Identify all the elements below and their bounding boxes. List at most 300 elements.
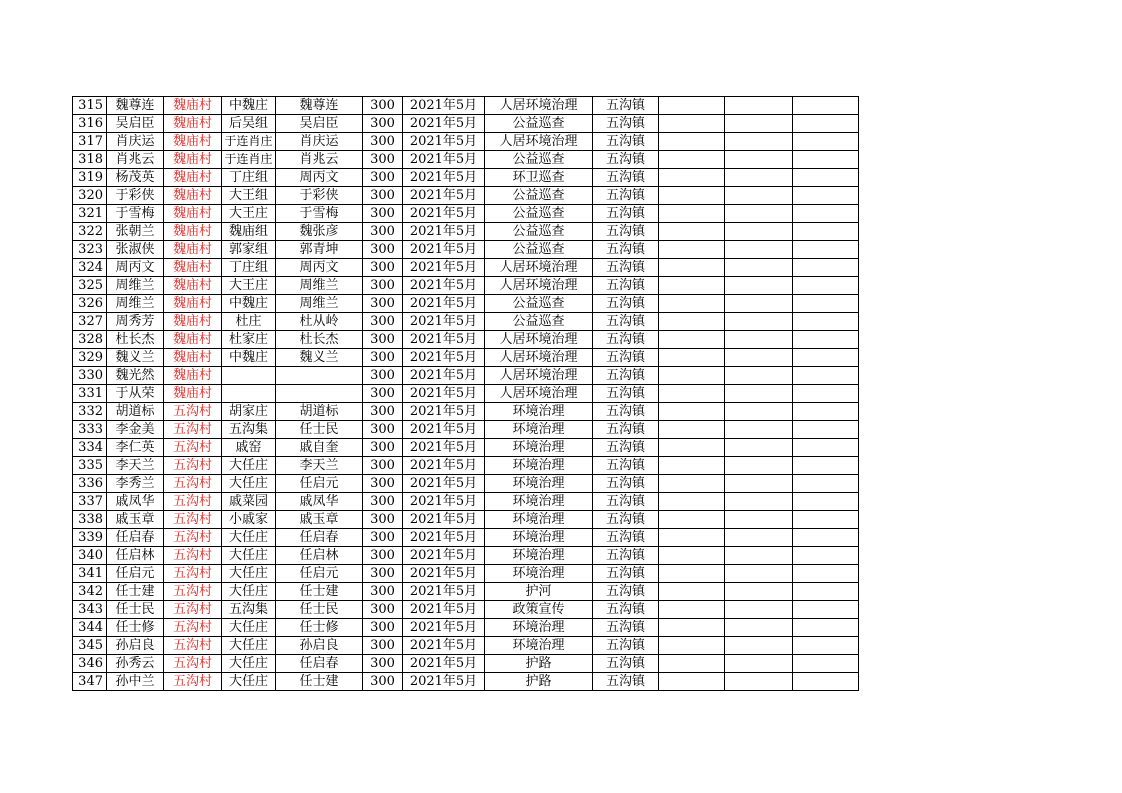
cell-index: 319 (73, 169, 107, 187)
cell-empty (659, 655, 725, 673)
cell-amount: 300 (363, 259, 403, 277)
cell-name: 李天兰 (107, 457, 164, 475)
cell-name: 周丙文 (107, 259, 164, 277)
cell-group: 魏庙组 (222, 223, 276, 241)
cell-date: 2021年5月 (403, 403, 485, 421)
cell-payee: 周维兰 (276, 277, 363, 295)
cell-date: 2021年5月 (403, 457, 485, 475)
cell-empty (793, 367, 859, 385)
table-row (73, 493, 859, 511)
cell-amount: 300 (363, 655, 403, 673)
cell-amount: 300 (363, 565, 403, 583)
cell-empty (659, 169, 725, 187)
cell-empty (659, 259, 725, 277)
cell-amount: 300 (363, 133, 403, 151)
cell-payee: 任启元 (276, 565, 363, 583)
cell-amount: 300 (363, 637, 403, 655)
cell-name: 周维兰 (107, 277, 164, 295)
cell-payee: 肖庆运 (276, 133, 363, 151)
cell-date: 2021年5月 (403, 223, 485, 241)
cell-name: 张淑侠 (107, 241, 164, 259)
cell-empty (659, 547, 725, 565)
cell-index: 337 (73, 493, 107, 511)
cell-date: 2021年5月 (403, 475, 485, 493)
cell-payee: 孙启良 (276, 637, 363, 655)
cell-empty (793, 295, 859, 313)
cell-village: 魏庙村 (164, 385, 222, 403)
cell-town: 五沟镇 (593, 619, 659, 637)
cell-village: 魏庙村 (164, 115, 222, 133)
cell-empty (659, 331, 725, 349)
cell-job: 公益巡查 (485, 241, 593, 259)
cell-index: 318 (73, 151, 107, 169)
cell-job: 人居环境治理 (485, 349, 593, 367)
cell-index: 344 (73, 619, 107, 637)
cell-town: 五沟镇 (593, 385, 659, 403)
cell-group: 郭家组 (222, 241, 276, 259)
cell-empty (659, 349, 725, 367)
cell-empty (659, 97, 725, 115)
cell-amount: 300 (363, 205, 403, 223)
cell-amount: 300 (363, 457, 403, 475)
cell-name: 李秀兰 (107, 475, 164, 493)
cell-empty (725, 619, 793, 637)
cell-job: 人居环境治理 (485, 367, 593, 385)
cell-town: 五沟镇 (593, 529, 659, 547)
table-row (73, 151, 859, 169)
cell-index: 321 (73, 205, 107, 223)
cell-town: 五沟镇 (593, 547, 659, 565)
cell-payee: 戚凤华 (276, 493, 363, 511)
cell-name: 任士民 (107, 601, 164, 619)
cell-name: 孙中兰 (107, 673, 164, 691)
cell-payee: 周维兰 (276, 295, 363, 313)
cell-payee: 任士修 (276, 619, 363, 637)
cell-index: 340 (73, 547, 107, 565)
cell-index: 315 (73, 97, 107, 115)
cell-village: 魏庙村 (164, 313, 222, 331)
cell-index: 320 (73, 187, 107, 205)
cell-payee (276, 385, 363, 403)
table-row (73, 313, 859, 331)
cell-empty (659, 421, 725, 439)
cell-empty (725, 565, 793, 583)
table-row (73, 97, 859, 115)
cell-village: 魏庙村 (164, 349, 222, 367)
cell-amount: 300 (363, 223, 403, 241)
cell-empty (659, 529, 725, 547)
cell-index: 328 (73, 331, 107, 349)
cell-town: 五沟镇 (593, 565, 659, 583)
cell-town: 五沟镇 (593, 133, 659, 151)
cell-village: 五沟村 (164, 655, 222, 673)
cell-empty (793, 673, 859, 691)
cell-index: 341 (73, 565, 107, 583)
table-row (73, 259, 859, 277)
cell-name: 任士修 (107, 619, 164, 637)
cell-index: 327 (73, 313, 107, 331)
cell-name: 于雪梅 (107, 205, 164, 223)
cell-index: 338 (73, 511, 107, 529)
table-body (73, 97, 859, 691)
cell-job: 护路 (485, 655, 593, 673)
cell-name: 张朝兰 (107, 223, 164, 241)
table-row (73, 367, 859, 385)
cell-index: 331 (73, 385, 107, 403)
cell-amount: 300 (363, 493, 403, 511)
table-row (73, 439, 859, 457)
table-row (73, 205, 859, 223)
cell-group (222, 367, 276, 385)
cell-amount: 300 (363, 151, 403, 169)
cell-town: 五沟镇 (593, 403, 659, 421)
cell-empty (659, 313, 725, 331)
cell-empty (793, 619, 859, 637)
cell-empty (793, 547, 859, 565)
cell-job: 政策宣传 (485, 601, 593, 619)
cell-empty (725, 277, 793, 295)
cell-job: 人居环境治理 (485, 97, 593, 115)
cell-group: 大任庄 (222, 475, 276, 493)
cell-village: 五沟村 (164, 673, 222, 691)
cell-group: 大任庄 (222, 565, 276, 583)
cell-payee: 任士民 (276, 421, 363, 439)
cell-empty (725, 115, 793, 133)
cell-empty (793, 583, 859, 601)
cell-empty (793, 601, 859, 619)
cell-group: 中魏庄 (222, 97, 276, 115)
cell-name: 肖庆运 (107, 133, 164, 151)
cell-empty (659, 637, 725, 655)
cell-payee: 周丙文 (276, 169, 363, 187)
cell-index: 323 (73, 241, 107, 259)
cell-group: 五沟集 (222, 601, 276, 619)
cell-payee: 于彩侠 (276, 187, 363, 205)
cell-empty (725, 637, 793, 655)
table-row (73, 133, 859, 151)
cell-empty (659, 511, 725, 529)
cell-empty (793, 475, 859, 493)
cell-name: 于彩侠 (107, 187, 164, 205)
cell-date: 2021年5月 (403, 241, 485, 259)
cell-town: 五沟镇 (593, 655, 659, 673)
cell-town: 五沟镇 (593, 475, 659, 493)
cell-group: 中魏庄 (222, 349, 276, 367)
cell-name: 戚玉章 (107, 511, 164, 529)
cell-empty (725, 241, 793, 259)
cell-group: 大任庄 (222, 619, 276, 637)
cell-group: 大任庄 (222, 673, 276, 691)
cell-empty (725, 493, 793, 511)
cell-job: 护路 (485, 673, 593, 691)
cell-town: 五沟镇 (593, 151, 659, 169)
cell-town: 五沟镇 (593, 223, 659, 241)
cell-date: 2021年5月 (403, 367, 485, 385)
cell-payee: 杜从岭 (276, 313, 363, 331)
cell-amount: 300 (363, 367, 403, 385)
cell-empty (725, 259, 793, 277)
cell-empty (659, 115, 725, 133)
cell-empty (659, 475, 725, 493)
cell-town: 五沟镇 (593, 367, 659, 385)
cell-village: 五沟村 (164, 601, 222, 619)
cell-date: 2021年5月 (403, 637, 485, 655)
cell-job: 人居环境治理 (485, 133, 593, 151)
cell-empty (793, 529, 859, 547)
cell-empty (793, 349, 859, 367)
cell-amount: 300 (363, 349, 403, 367)
cell-payee: 郭青坤 (276, 241, 363, 259)
cell-date: 2021年5月 (403, 511, 485, 529)
table-row (73, 295, 859, 313)
cell-empty (725, 151, 793, 169)
table-row (73, 169, 859, 187)
cell-empty (725, 349, 793, 367)
cell-job: 环境治理 (485, 421, 593, 439)
cell-empty (793, 169, 859, 187)
cell-empty (793, 313, 859, 331)
cell-payee: 任士建 (276, 583, 363, 601)
cell-payee: 任启元 (276, 475, 363, 493)
cell-empty (793, 637, 859, 655)
cell-group: 大任庄 (222, 529, 276, 547)
cell-index: 326 (73, 295, 107, 313)
cell-job: 环境治理 (485, 511, 593, 529)
table-row (73, 655, 859, 673)
cell-village: 魏庙村 (164, 277, 222, 295)
cell-date: 2021年5月 (403, 349, 485, 367)
table-row (73, 529, 859, 547)
cell-town: 五沟镇 (593, 637, 659, 655)
cell-empty (659, 583, 725, 601)
cell-job: 人居环境治理 (485, 385, 593, 403)
cell-town: 五沟镇 (593, 313, 659, 331)
cell-village: 五沟村 (164, 637, 222, 655)
cell-amount: 300 (363, 529, 403, 547)
cell-empty (793, 277, 859, 295)
cell-group: 大任庄 (222, 457, 276, 475)
cell-date: 2021年5月 (403, 133, 485, 151)
cell-payee: 魏张彦 (276, 223, 363, 241)
cell-payee: 任启春 (276, 655, 363, 673)
cell-payee: 任启林 (276, 547, 363, 565)
cell-village: 魏庙村 (164, 259, 222, 277)
cell-index: 336 (73, 475, 107, 493)
cell-date: 2021年5月 (403, 151, 485, 169)
table-row (73, 187, 859, 205)
cell-empty (725, 385, 793, 403)
cell-group: 小戚家 (222, 511, 276, 529)
cell-name: 戚凤华 (107, 493, 164, 511)
cell-town: 五沟镇 (593, 169, 659, 187)
cell-empty (793, 133, 859, 151)
cell-payee: 李天兰 (276, 457, 363, 475)
table-row (73, 223, 859, 241)
cell-job: 环境治理 (485, 457, 593, 475)
cell-payee: 戚自奎 (276, 439, 363, 457)
table-row (73, 241, 859, 259)
cell-village: 魏庙村 (164, 133, 222, 151)
cell-empty (725, 673, 793, 691)
cell-date: 2021年5月 (403, 205, 485, 223)
cell-empty (725, 313, 793, 331)
cell-date: 2021年5月 (403, 619, 485, 637)
cell-empty (659, 187, 725, 205)
cell-amount: 300 (363, 241, 403, 259)
cell-town: 五沟镇 (593, 601, 659, 619)
cell-empty (659, 565, 725, 583)
cell-amount: 300 (363, 403, 403, 421)
cell-empty (659, 133, 725, 151)
cell-job: 公益巡查 (485, 151, 593, 169)
cell-empty (659, 223, 725, 241)
cell-index: 324 (73, 259, 107, 277)
cell-empty (659, 295, 725, 313)
cell-village: 五沟村 (164, 439, 222, 457)
cell-empty (725, 295, 793, 313)
cell-empty (725, 583, 793, 601)
table-row (73, 619, 859, 637)
cell-empty (725, 439, 793, 457)
cell-empty (793, 565, 859, 583)
cell-amount: 300 (363, 601, 403, 619)
cell-job: 环境治理 (485, 475, 593, 493)
cell-job: 公益巡查 (485, 187, 593, 205)
cell-name: 杨茂英 (107, 169, 164, 187)
cell-group: 大任庄 (222, 583, 276, 601)
cell-village: 五沟村 (164, 493, 222, 511)
cell-empty (725, 97, 793, 115)
cell-village: 魏庙村 (164, 295, 222, 313)
cell-empty (793, 115, 859, 133)
cell-index: 322 (73, 223, 107, 241)
cell-town: 五沟镇 (593, 673, 659, 691)
cell-empty (793, 205, 859, 223)
cell-empty (793, 511, 859, 529)
cell-index: 345 (73, 637, 107, 655)
cell-amount: 300 (363, 187, 403, 205)
cell-town: 五沟镇 (593, 493, 659, 511)
cell-town: 五沟镇 (593, 187, 659, 205)
cell-town: 五沟镇 (593, 295, 659, 313)
cell-empty (725, 529, 793, 547)
cell-index: 317 (73, 133, 107, 151)
cell-job: 公益巡查 (485, 295, 593, 313)
cell-date: 2021年5月 (403, 601, 485, 619)
cell-empty (793, 655, 859, 673)
cell-empty (725, 601, 793, 619)
cell-town: 五沟镇 (593, 457, 659, 475)
cell-empty (793, 385, 859, 403)
cell-empty (793, 187, 859, 205)
cell-empty (659, 151, 725, 169)
cell-empty (793, 457, 859, 475)
cell-empty (725, 187, 793, 205)
cell-index: 329 (73, 349, 107, 367)
cell-empty (659, 457, 725, 475)
cell-empty (659, 277, 725, 295)
cell-index: 342 (73, 583, 107, 601)
cell-village: 五沟村 (164, 457, 222, 475)
cell-group: 胡家庄 (222, 403, 276, 421)
cell-date: 2021年5月 (403, 547, 485, 565)
cell-village: 魏庙村 (164, 367, 222, 385)
cell-village: 五沟村 (164, 547, 222, 565)
cell-empty (793, 421, 859, 439)
cell-date: 2021年5月 (403, 313, 485, 331)
cell-index: 333 (73, 421, 107, 439)
table-row (73, 673, 859, 691)
cell-payee: 于雪梅 (276, 205, 363, 223)
cell-amount: 300 (363, 421, 403, 439)
cell-job: 公益巡查 (485, 313, 593, 331)
cell-empty (793, 493, 859, 511)
cell-name: 周秀芳 (107, 313, 164, 331)
cell-index: 334 (73, 439, 107, 457)
cell-index: 343 (73, 601, 107, 619)
cell-village: 魏庙村 (164, 205, 222, 223)
table-row (73, 457, 859, 475)
cell-amount: 300 (363, 619, 403, 637)
cell-name: 周维兰 (107, 295, 164, 313)
cell-job: 环境治理 (485, 619, 593, 637)
cell-group: 后吴组 (222, 115, 276, 133)
cell-group: 杜庄 (222, 313, 276, 331)
cell-date: 2021年5月 (403, 529, 485, 547)
cell-index: 347 (73, 673, 107, 691)
cell-empty (725, 223, 793, 241)
table-row (73, 349, 859, 367)
cell-empty (725, 421, 793, 439)
cell-payee: 戚玉章 (276, 511, 363, 529)
cell-village: 五沟村 (164, 583, 222, 601)
cell-empty (725, 331, 793, 349)
cell-empty (793, 439, 859, 457)
cell-index: 335 (73, 457, 107, 475)
cell-group: 大王庄 (222, 205, 276, 223)
cell-job: 人居环境治理 (485, 331, 593, 349)
cell-payee: 任士民 (276, 601, 363, 619)
cell-empty (659, 403, 725, 421)
cell-name: 李金美 (107, 421, 164, 439)
cell-group: 大任庄 (222, 655, 276, 673)
cell-date: 2021年5月 (403, 439, 485, 457)
cell-empty (659, 673, 725, 691)
cell-name: 魏尊连 (107, 97, 164, 115)
cell-empty (659, 367, 725, 385)
cell-town: 五沟镇 (593, 439, 659, 457)
cell-date: 2021年5月 (403, 421, 485, 439)
cell-empty (793, 403, 859, 421)
cell-group: 大任庄 (222, 637, 276, 655)
cell-town: 五沟镇 (593, 277, 659, 295)
cell-town: 五沟镇 (593, 241, 659, 259)
cell-name: 魏义兰 (107, 349, 164, 367)
cell-amount: 300 (363, 583, 403, 601)
cell-village: 魏庙村 (164, 169, 222, 187)
table-row (73, 511, 859, 529)
cell-empty (725, 133, 793, 151)
cell-date: 2021年5月 (403, 655, 485, 673)
cell-village: 五沟村 (164, 619, 222, 637)
cell-date: 2021年5月 (403, 115, 485, 133)
cell-amount: 300 (363, 673, 403, 691)
cell-empty (659, 493, 725, 511)
cell-payee: 胡道标 (276, 403, 363, 421)
cell-date: 2021年5月 (403, 493, 485, 511)
cell-date: 2021年5月 (403, 583, 485, 601)
cell-amount: 300 (363, 331, 403, 349)
